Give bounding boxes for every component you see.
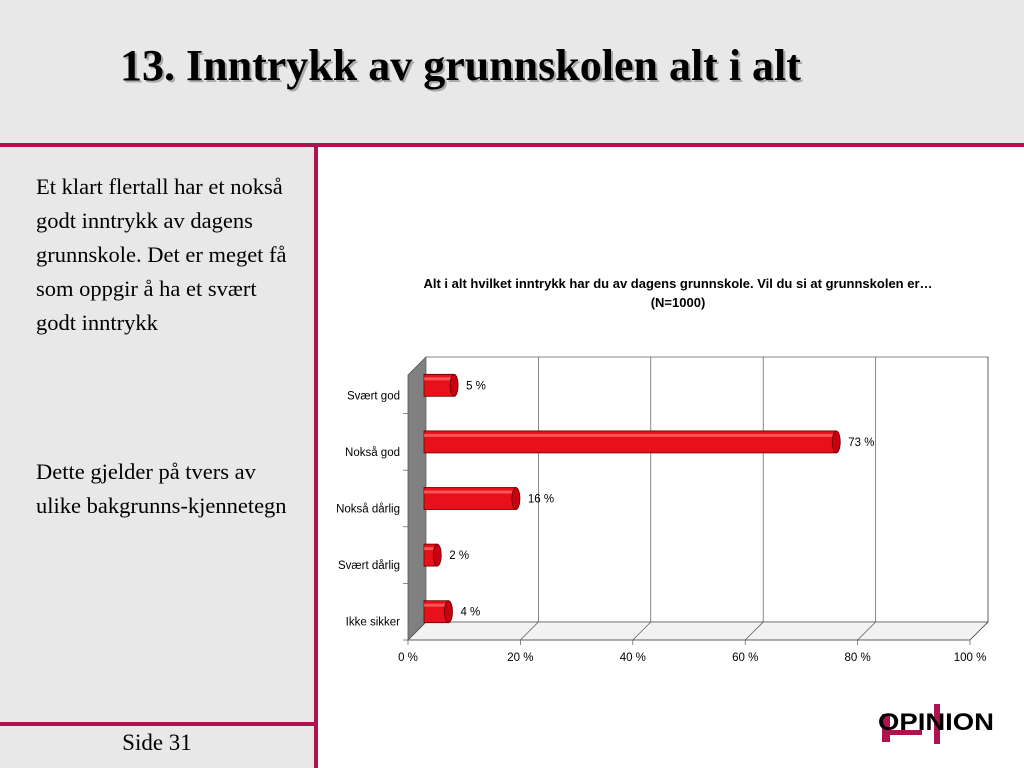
svg-text:OPINION: OPINION — [878, 709, 994, 736]
x-tick-label: 0 % — [398, 652, 418, 664]
x-tick-label: 40 % — [619, 652, 646, 664]
page-number: Side 31 — [122, 730, 192, 755]
chart-floor — [408, 622, 988, 640]
bar-highlight — [424, 491, 516, 494]
slide-title: 13. Inntrykk av grunnskolen alt i alt — [120, 41, 801, 90]
category-label: Ikke sikker — [345, 616, 400, 629]
value-label: 5 % — [466, 380, 486, 393]
value-label: 2 % — [449, 550, 470, 563]
category-label: Nokså dårlig — [336, 503, 400, 516]
value-label: 73 % — [848, 436, 875, 449]
chart-canvas — [318, 150, 1024, 750]
summary-paragraph: Et klart flertall har et nokså godt inntrykk av dagens grunnskole. Det er meget få som oppgir å ha et svært godt inntrykk — [36, 174, 287, 335]
opinion-logo — [876, 700, 1000, 748]
footer-divider — [0, 722, 316, 726]
bar-highlight — [424, 377, 454, 380]
x-tick-label: 60 % — [732, 652, 759, 664]
chart-title: Alt i alt hvilket inntrykk har du av dagens grunnskole. Vil du si at grunnskolen er… (N=1000) — [423, 276, 933, 310]
category-label: Svært dårlig — [338, 560, 400, 573]
value-label: 16 % — [527, 493, 555, 506]
value-label: 4 % — [460, 606, 481, 619]
category-label: Svært god — [346, 390, 400, 403]
bar-end-cap — [832, 431, 840, 453]
bar-chart — [318, 150, 1024, 750]
category-label: Nokså god — [345, 446, 400, 459]
chart-side-wall — [408, 357, 426, 640]
bar-end-cap — [444, 601, 452, 623]
x-tick-label: 80 % — [844, 652, 871, 664]
bar-end-cap — [450, 374, 458, 396]
note-paragraph: Dette gjelder på tvers av ulike bakgrunns-kjennetegn — [36, 459, 287, 518]
x-tick-label: 20 % — [507, 652, 534, 664]
bar-end-cap — [433, 544, 441, 566]
bar-end-cap — [512, 488, 520, 510]
x-tick-label: 100 % — [953, 652, 987, 664]
bar-highlight — [424, 434, 836, 437]
